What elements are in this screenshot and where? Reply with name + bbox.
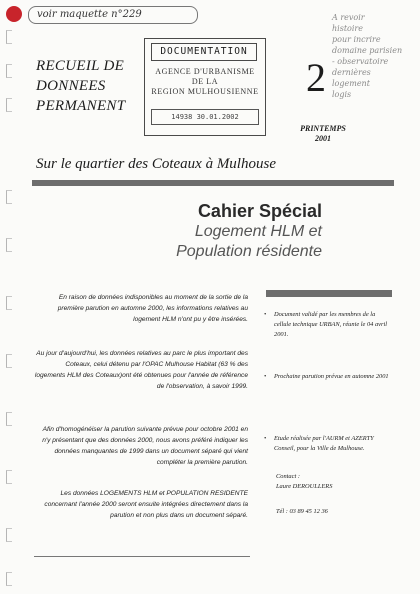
stamp-line: DE LA <box>191 77 219 86</box>
stamp-date: 14938 30.01.2002 <box>151 109 259 125</box>
binding-mark <box>6 98 12 112</box>
contact-phone: Tél : 03 89 45 12 36 <box>276 508 328 515</box>
heading-line: Cahier Spécial <box>197 201 322 221</box>
title-line: PERMANENT <box>36 98 126 114</box>
binding-mark <box>6 354 12 368</box>
contact-name: Laure DEROULLERS <box>276 483 333 490</box>
sidebar-bullet <box>264 434 392 454</box>
sidebar-rule <box>266 290 392 297</box>
side-note-line: - observatoire <box>332 57 389 66</box>
title-line: DONNEES <box>36 78 106 94</box>
binding-mark <box>6 470 12 484</box>
body-paragraph: En raison de données indisponibles au moment de la sortie de la première parution en automne 2000, les informations relatives au logement HLM n'ont pu y être insérées. <box>57 294 248 323</box>
binding-mark <box>6 296 12 310</box>
heading-line: Logement HLM et <box>194 223 322 240</box>
bullet-icon: • <box>264 373 267 380</box>
handwritten-note: voir maquette n°229 <box>28 6 198 24</box>
binding-mark <box>6 238 12 252</box>
bullet-text: Prochaine parution prévue en automne 2001 <box>274 373 389 380</box>
bullet-icon: • <box>264 311 267 318</box>
bullet-text: Document validé par les membres de la cellule technique URBAN, réunie le 04 avril 2001. <box>274 311 388 338</box>
side-note-line: logement <box>332 79 370 88</box>
contact-block <box>276 472 332 492</box>
side-note-line: A revoir <box>332 13 365 22</box>
binding-mark <box>6 412 12 426</box>
stamp-body <box>149 67 261 97</box>
side-note-line: logis <box>332 90 352 99</box>
body-paragraph: Au jour d'aujourd'hui, les données relatives au parc le plus important des Coteaux, celui détenu par l'OPAC Mulhouse Habitat (63 % des logements HLM des Coteaux)ont été obtenues pour l'année de référence de l'observation, à savoir 1999. <box>34 350 248 390</box>
stamp-title: DOCUMENTATION <box>151 43 257 61</box>
contact-label: Contact : <box>276 473 300 480</box>
page-subtitle: Sur le quartier des Coteaux à Mulhouse <box>36 156 276 172</box>
documentation-stamp <box>144 38 266 136</box>
bullet-icon: • <box>264 435 267 442</box>
season-year: 2001 <box>315 134 331 143</box>
binding-mark <box>6 30 12 44</box>
issue-season <box>292 124 354 144</box>
sidebar-bullet <box>264 372 392 382</box>
header-rule <box>32 180 394 186</box>
title-line: RECUEIL DE <box>36 58 125 74</box>
stamp-line: REGION MULHOUSIENNE <box>151 87 259 96</box>
special-issue-heading <box>92 200 322 262</box>
side-note-line: dernières <box>332 68 371 77</box>
heading-line: Population résidente <box>176 243 322 260</box>
body-paragraph: Les données LOGEMENTS HLM et POPULATION RESIDENTE concernant l'année 2000 seront ensuite intégrées directement dans la parution et non plus dans un document séparé. <box>44 490 248 519</box>
bullet-text: Etude réalisée par l'AURM et AZERTY Conseil, pour la Ville de Mulhouse. <box>274 435 374 452</box>
body-paragraph: Afin d'homogénéiser la parution suivante prévue pour octobre 2001 en n'y présentant que des données 2000, nous avons préféré indiquer les données manquantes de 1999 dans un document séparé qui vient compléter la première parution. <box>42 426 248 466</box>
binding-mark <box>6 64 12 78</box>
footer-rule <box>34 556 250 557</box>
season-label: PRINTEMPS <box>300 124 346 133</box>
document-title <box>36 56 146 116</box>
binding-mark <box>6 190 12 204</box>
binding-mark <box>6 572 12 586</box>
issue-number: 2 <box>306 55 326 100</box>
red-sticker <box>6 6 22 22</box>
stamp-line: AGENCE D'URBANISME <box>155 67 255 76</box>
side-note-line: histoire <box>332 24 363 33</box>
side-note-line: pour incrire <box>332 35 381 44</box>
binding-mark <box>6 528 12 542</box>
handwritten-side-note <box>332 12 414 100</box>
side-note-line: domaine parisien <box>332 46 403 55</box>
sidebar-bullet <box>264 310 392 340</box>
